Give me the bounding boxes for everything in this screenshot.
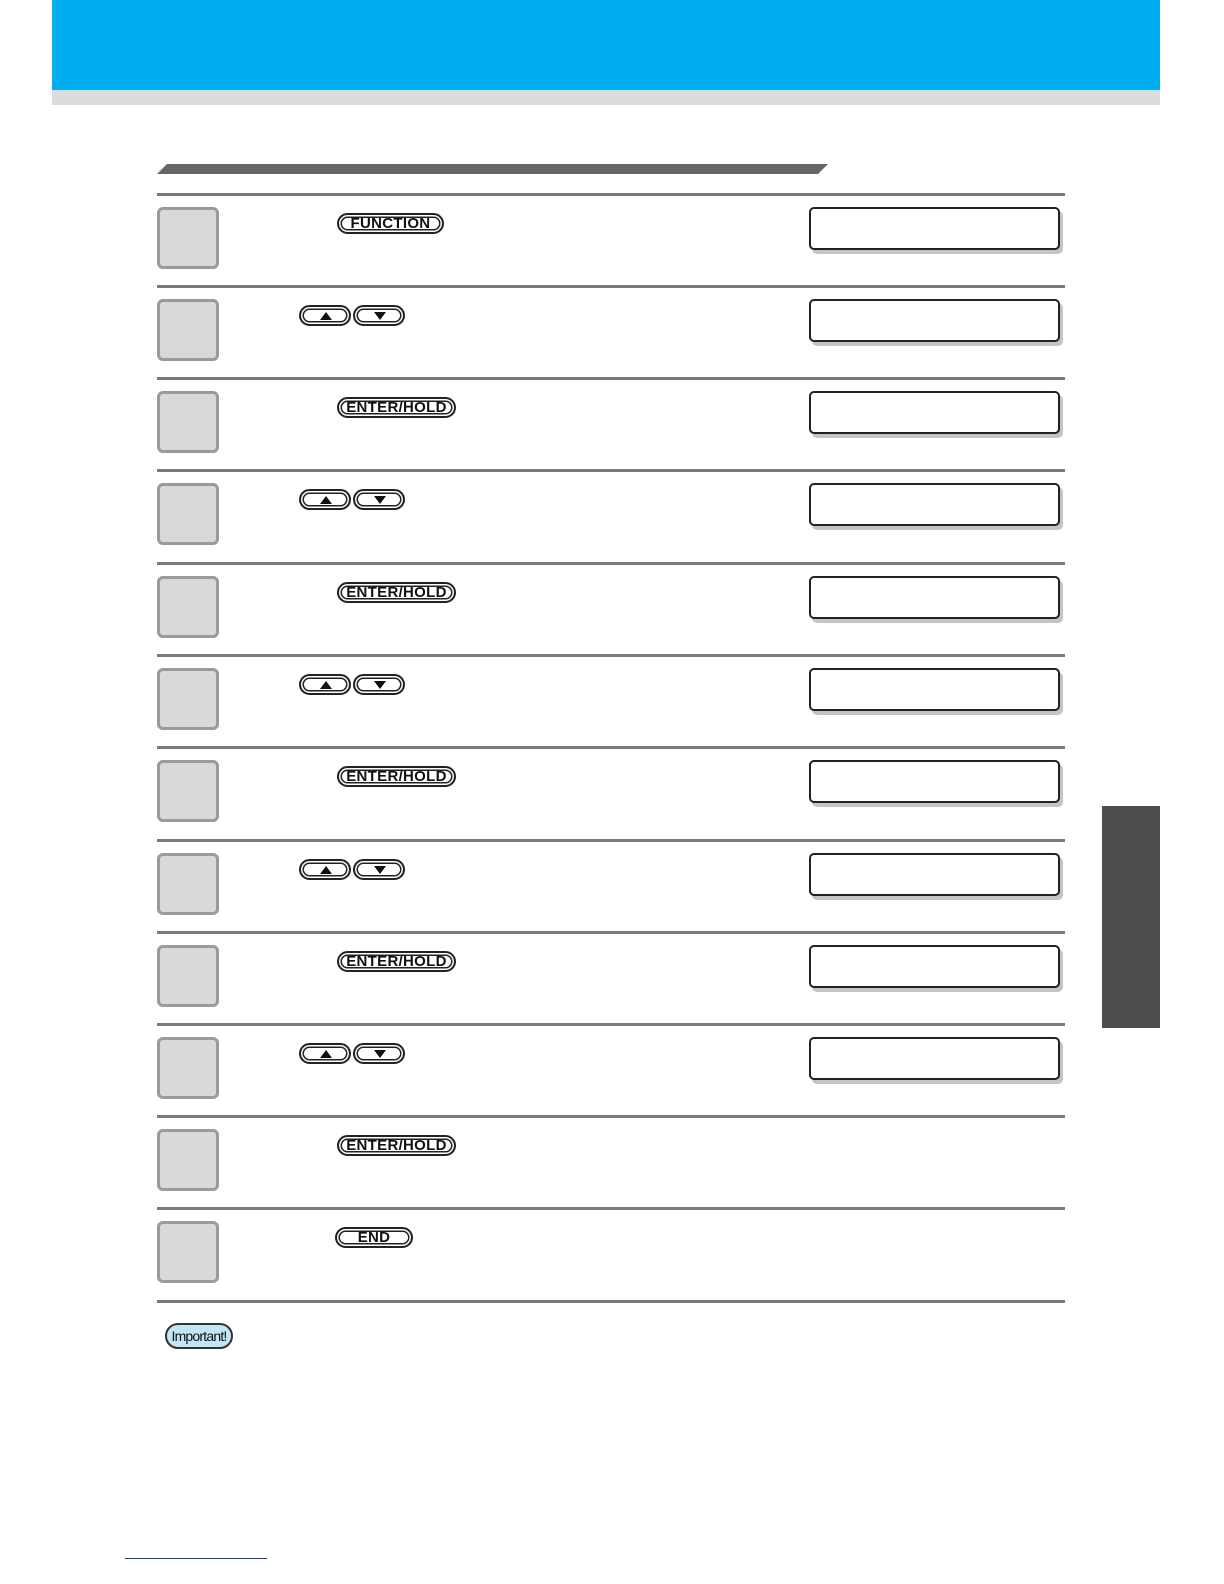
lcd-display: [809, 299, 1060, 342]
enter-hold-key[interactable]: ENTER/HOLD: [337, 1135, 456, 1156]
important-badge: Important!: [165, 1323, 233, 1349]
lcd-display: [809, 760, 1060, 803]
triangle-up-icon: [320, 681, 332, 689]
row-divider: [157, 839, 1065, 842]
step-row-3: [157, 377, 1065, 470]
up-arrow-key[interactable]: [299, 1043, 351, 1064]
up-arrow-key[interactable]: [299, 305, 351, 326]
header-band: [52, 0, 1160, 90]
enter-hold-key[interactable]: ENTER/HOLD: [337, 397, 456, 418]
chapter-side-tab: [1102, 806, 1160, 1028]
triangle-up-icon: [320, 1050, 332, 1058]
lcd-display: [809, 945, 1060, 988]
down-arrow-key[interactable]: [353, 674, 405, 695]
down-arrow-key[interactable]: [353, 489, 405, 510]
step-row-6: [157, 654, 1065, 747]
triangle-up-icon: [320, 496, 332, 504]
triangle-down-icon: [374, 312, 386, 320]
row-divider: [157, 1207, 1065, 1210]
step-number-box: [157, 1129, 219, 1191]
down-arrow-key[interactable]: [353, 305, 405, 326]
triangle-down-icon: [374, 866, 386, 874]
enter-hold-key[interactable]: ENTER/HOLD: [337, 766, 456, 787]
row-divider: [157, 285, 1065, 288]
step-row-11: [157, 1115, 1065, 1208]
lcd-display: [809, 207, 1060, 250]
lcd-display: [809, 668, 1060, 711]
triangle-down-icon: [374, 681, 386, 689]
step-number-box: [157, 576, 219, 638]
triangle-up-icon: [320, 866, 332, 874]
step-number-box: [157, 1037, 219, 1099]
up-arrow-key[interactable]: [299, 859, 351, 880]
row-divider: [157, 469, 1065, 472]
lcd-display: [809, 483, 1060, 526]
step-number-box: [157, 668, 219, 730]
lcd-display: [809, 853, 1060, 896]
header-shadow: [52, 90, 1160, 105]
down-arrow-key[interactable]: [353, 859, 405, 880]
row-divider: [157, 377, 1065, 380]
lcd-display: [809, 391, 1060, 434]
step-number-box: [157, 853, 219, 915]
row-divider: [157, 1115, 1065, 1118]
section-title-bar: [157, 164, 828, 174]
step-number-box: [157, 945, 219, 1007]
step-number-box: [157, 760, 219, 822]
step-row-5: [157, 562, 1065, 655]
lcd-display: [809, 1037, 1060, 1080]
step-row-9: [157, 931, 1065, 1024]
up-arrow-key[interactable]: [299, 489, 351, 510]
step-row-7: [157, 746, 1065, 839]
step-number-box: [157, 207, 219, 269]
up-arrow-key[interactable]: [299, 674, 351, 695]
table-bottom-divider: [157, 1300, 1065, 1303]
step-row-10: [157, 1023, 1065, 1116]
step-row-1: [157, 193, 1065, 286]
enter-hold-key[interactable]: ENTER/HOLD: [337, 951, 456, 972]
function-key[interactable]: FUNCTION: [337, 213, 444, 234]
down-arrow-key[interactable]: [353, 1043, 405, 1064]
row-divider: [157, 746, 1065, 749]
lcd-display: [809, 576, 1060, 619]
row-divider: [157, 1023, 1065, 1026]
step-row-4: [157, 469, 1065, 562]
step-row-12: [157, 1207, 1065, 1300]
triangle-down-icon: [374, 1050, 386, 1058]
step-number-box: [157, 483, 219, 545]
triangle-down-icon: [374, 496, 386, 504]
step-number-box: [157, 391, 219, 453]
footer-link-underline: [125, 1558, 267, 1559]
step-number-box: [157, 1221, 219, 1283]
row-divider: [157, 931, 1065, 934]
triangle-up-icon: [320, 312, 332, 320]
step-row-8: [157, 839, 1065, 932]
row-divider: [157, 193, 1065, 196]
step-number-box: [157, 299, 219, 361]
row-divider: [157, 562, 1065, 565]
row-divider: [157, 654, 1065, 657]
step-row-2: [157, 285, 1065, 378]
enter-hold-key[interactable]: ENTER/HOLD: [337, 582, 456, 603]
end-key[interactable]: END: [335, 1227, 413, 1248]
